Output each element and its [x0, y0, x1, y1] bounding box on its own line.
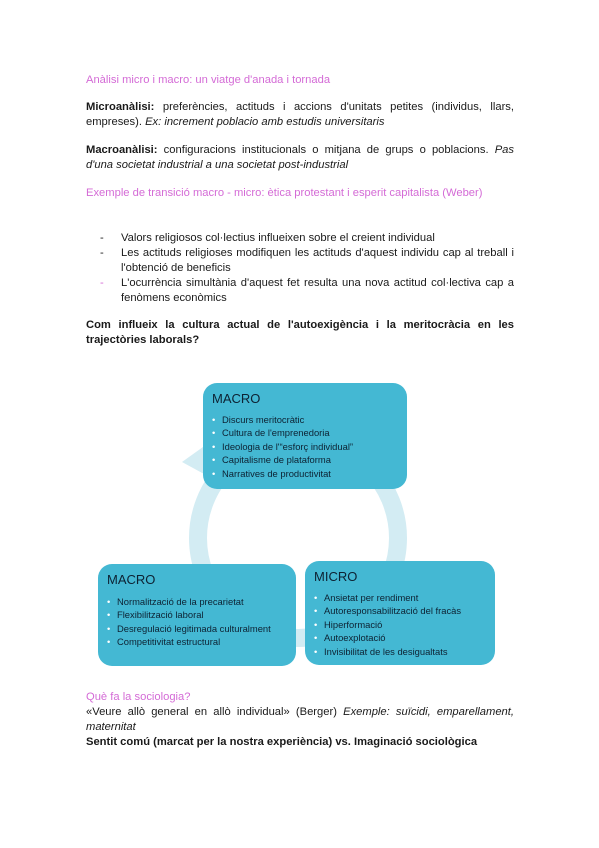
section-title-weber-example: Exemple de transició macro - micro: ètica protestant i esperit capitalista (Weber) [86, 187, 483, 199]
bullet-dash: - [100, 247, 104, 259]
bullet-icon: • [212, 454, 216, 466]
bullet-icon: • [212, 467, 216, 479]
macro-box-top-title: MACRO [212, 391, 261, 406]
list-item-text: Autoresponsabilització del fracàs [324, 605, 462, 617]
list-item-text: Hiperformació [324, 618, 383, 630]
list-item [210, 413, 353, 426]
macro-box-left-title: MACRO [107, 572, 156, 587]
macroanalysis-label: Macroanàlisi: [86, 144, 158, 156]
bullet-dash: - [100, 232, 104, 244]
list-item-text: Autoexplotació [324, 632, 386, 644]
berger-example: Exemple: suïcidi, emparellament, maternitat [86, 706, 514, 733]
list-item-text: Invisibilitat de les desigualtats [324, 645, 448, 657]
bullet-text: Les actituds religioses modifiquen les actituds d'aquest individu cap al treball i l'obtenció de beneficis [121, 247, 514, 274]
weber-bullet-list [100, 231, 514, 306]
macroanalysis-paragraph [86, 143, 514, 173]
list-item [312, 604, 461, 617]
list-item [105, 595, 292, 608]
list-item [210, 426, 353, 439]
bullet-icon: • [314, 605, 318, 617]
list-item [312, 631, 461, 644]
microanalysis-paragraph [86, 100, 514, 130]
micro-macro-cycle-diagram [98, 380, 498, 670]
list-item [210, 453, 353, 466]
micro-box-list [312, 591, 461, 658]
list-item [100, 231, 514, 246]
common-sense-vs-imagination: Sentit comú (marcat per la nostra experiència) vs. Imaginació sociològica [86, 736, 478, 748]
list-item [312, 645, 461, 658]
macroanalysis-example: Pas d'una societat industrial a una societat post-industrial [86, 144, 514, 171]
list-item-text: Narratives de productivitat [222, 467, 331, 479]
list-item [312, 591, 461, 604]
macro-box-left-list [105, 595, 292, 649]
list-item-text: Competitivitat estructural [117, 636, 221, 648]
macro-box-bottom-left [98, 564, 296, 666]
list-item [312, 618, 461, 631]
macro-box-top-list [210, 413, 353, 480]
list-item-text: Normalització de la precarietat [117, 596, 244, 607]
list-item-text: Ansietat per rendiment [324, 592, 419, 603]
bullet-icon: • [314, 618, 318, 630]
bullet-icon: • [314, 632, 318, 644]
section-title-sociology: Què fa la sociologia? [86, 691, 191, 703]
list-item-text: Capitalisme de plataforma [222, 454, 331, 466]
section-title-micro-macro: Anàlisi micro i macro: un viatge d'anada i tornada [86, 74, 331, 86]
microanalysis-definition: preferències, actituds i accions d'unitats petites (individus, llars, empreses). [86, 101, 514, 128]
micro-box-title: MICRO [314, 569, 358, 584]
bullet-dash: - [100, 277, 104, 289]
microanalysis-label: Microanàlisi: [86, 101, 155, 113]
bullet-icon: • [107, 596, 111, 607]
list-item [100, 276, 514, 306]
macro-box-top [203, 383, 407, 489]
list-item [210, 440, 353, 453]
list-item-text: Ideologia de l'“esforç individual” [222, 440, 354, 452]
bullet-icon: • [107, 609, 111, 621]
list-item-text: Flexibilització laboral [117, 609, 204, 621]
bullet-icon: • [212, 440, 216, 452]
macroanalysis-definition: configuracions institucionals o mitjana de grups o poblacions. [157, 144, 495, 156]
bullet-icon: • [107, 622, 111, 634]
list-item [100, 246, 514, 276]
meritocracy-question: Com influeix la cultura actual de l'autoexigència i la meritocràcia en les trajectòries laborals? [86, 319, 514, 346]
bullet-icon: • [314, 592, 318, 603]
list-item [105, 608, 292, 621]
micro-box-bottom-right [305, 561, 495, 665]
bullet-icon: • [212, 427, 216, 439]
list-item [105, 622, 292, 635]
list-item-text: Discurs meritocràtic [222, 414, 305, 425]
list-item-text: Cultura de l'emprenedoria [222, 427, 330, 439]
list-item [105, 635, 292, 648]
list-item-text: Desregulació legitimada culturalment [117, 622, 271, 634]
bullet-text: Valors religiosos col·lectius influeixen sobre el creient individual [121, 232, 435, 244]
berger-quote: «Veure allò general en allò individual» (Berger) [86, 706, 344, 718]
microanalysis-example: Ex: increment poblacio amb estudis universitaris [145, 116, 385, 128]
bullet-icon: • [212, 414, 216, 425]
list-item [210, 467, 353, 480]
bullet-icon: • [107, 636, 111, 648]
bullet-icon: • [314, 645, 318, 657]
bullet-text: L'ocurrència simultània d'aquest fet resulta una nova actitud col·lectiva cap a fenòmens econòmics [121, 277, 514, 304]
berger-quote-paragraph [86, 705, 514, 735]
